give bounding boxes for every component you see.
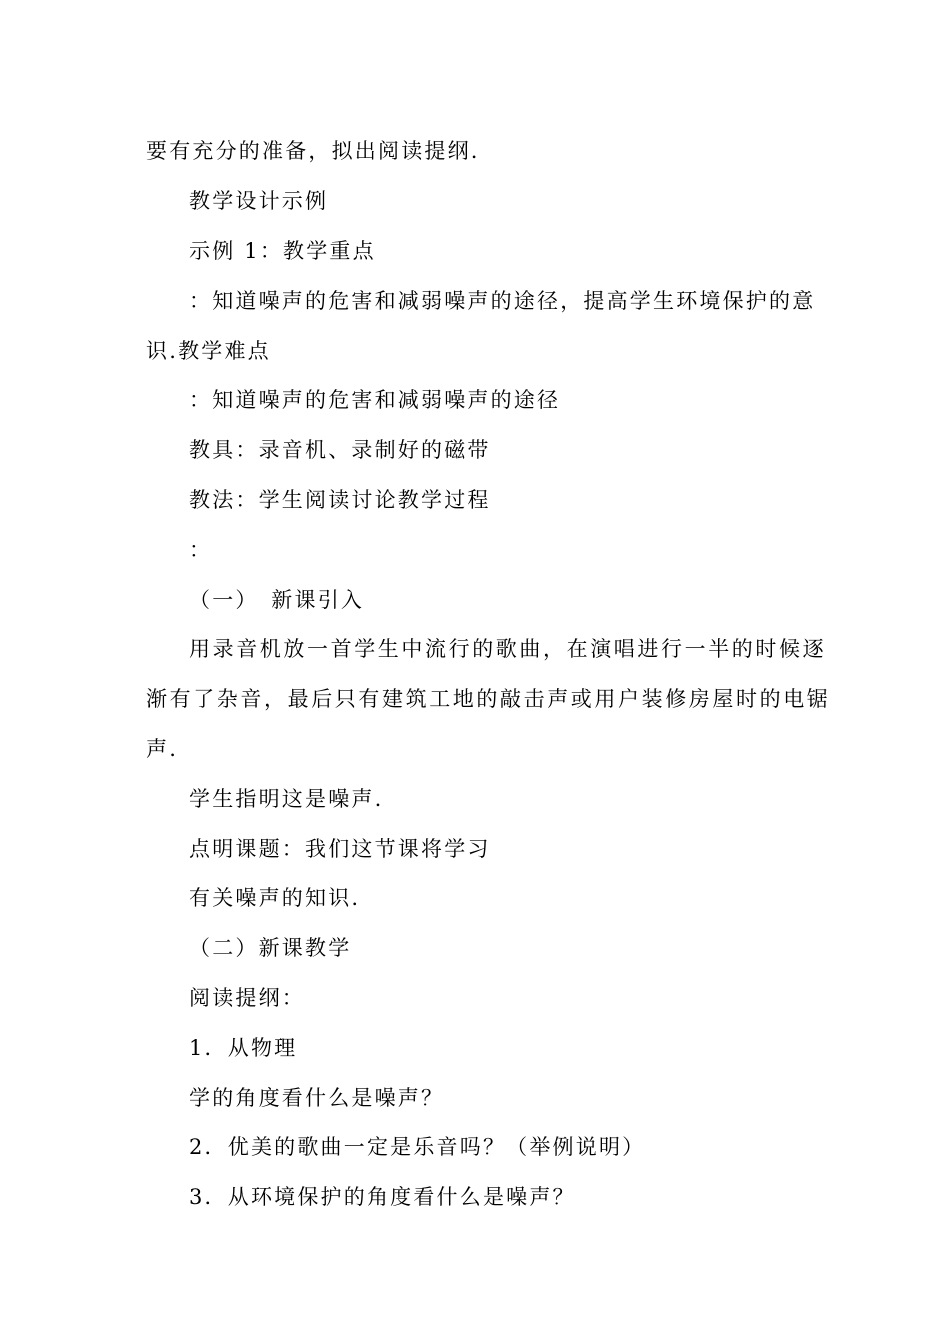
text-line-topic-cont: 有关噪声的知识. (189, 886, 361, 910)
text-line-students-identify: 学生指明这是噪声. (189, 787, 384, 811)
paragraph-line-3: 声. (146, 737, 179, 761)
subsection-heading-new-lesson: （二）新课教学 (189, 936, 352, 960)
paragraph-line-2: 渐有了杂音，最后只有建筑工地的敲击声或用户装修房屋时的电锯 (146, 687, 831, 711)
paragraph-line-1: 用录音机放一首学生中流行的歌曲，在演唱进行一半的时候逐 (189, 637, 827, 661)
text-line-difficulty-heading: 识.教学难点 (146, 339, 271, 363)
text-line-teaching-method: 教法：学生阅读讨论教学过程 (189, 488, 491, 512)
outline-item-3: 3．从环境保护的角度看什么是噪声？ (189, 1185, 576, 1209)
text-line-colon: ： (189, 538, 213, 562)
text-line-1: 要有充分的准备，拟出阅读提纲. (146, 139, 480, 163)
example-1-heading: 示例 1：教学重点 (189, 239, 376, 263)
text-line-difficulty: ：知道噪声的危害和减弱噪声的途径 (189, 388, 561, 412)
text-line-teaching-aids: 教具：录音机、录制好的磁带 (189, 438, 491, 462)
text-line-topic: 点明课题：我们这节课将学习 (189, 837, 491, 861)
outline-item-1: 1．从物理 (189, 1036, 298, 1060)
text-line-key-points: ：知道噪声的危害和减弱噪声的途径，提高学生环境保护的意 (189, 289, 816, 313)
subsection-heading-introduction: （一） 新课引入 (189, 588, 365, 612)
text-line-reading-outline: 阅读提纲： (189, 986, 305, 1010)
outline-item-2: 2．优美的歌曲一定是乐音吗？（举例说明） (189, 1135, 646, 1159)
outline-item-1-cont: 学的角度看什么是噪声？ (189, 1086, 445, 1110)
section-heading-design-example: 教学设计示例 (189, 189, 329, 213)
